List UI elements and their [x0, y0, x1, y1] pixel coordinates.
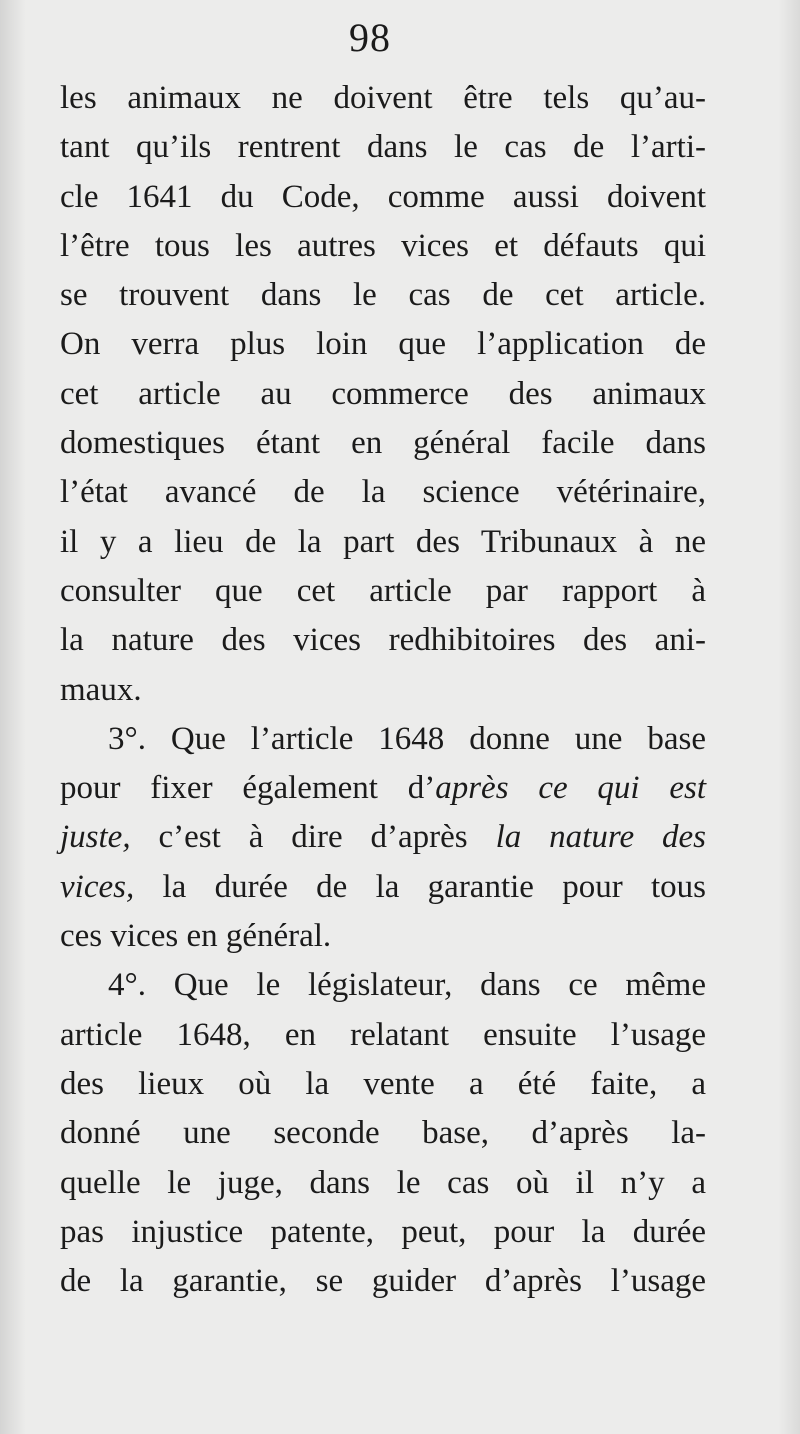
text-line: la nature des vices redhibitoires des ani- — [60, 622, 706, 659]
italic-text: vices, — [60, 868, 135, 905]
text-line: tant qu’ils rentrent dans le cas de l’arti- — [60, 129, 706, 166]
text-line: 3°. Que l’article 1648 donne une base — [108, 720, 706, 757]
text-line — [60, 863, 706, 912]
text-line: pas injustice patente, peut, pour la durée — [60, 1213, 706, 1250]
text-line: 4°. Que le législateur, dans ce même — [108, 967, 706, 1004]
text-line: quelle le juge, dans le cas où il n’y a — [60, 1164, 706, 1201]
text-line: ces vices en général. — [60, 918, 332, 955]
text-segment: la durée de la garantie pour tous — [134, 868, 706, 905]
text-segment: pour fixer également d’ — [60, 770, 436, 807]
text-line: cet article au commerce des animaux — [60, 375, 706, 412]
page-number: 98 — [349, 15, 391, 60]
text-segment: c’est à dire d’après — [130, 819, 496, 856]
italic-text: après ce qui est — [435, 770, 706, 807]
text-line: des lieux où la vente a été faite, a — [60, 1065, 706, 1102]
text-line: il y a lieu de la part des Tribunaux à ne — [60, 523, 706, 560]
italic-text: la nature des — [495, 819, 706, 856]
text-line — [60, 764, 706, 813]
text-line: se trouvent dans le cas de cet article. — [60, 277, 706, 314]
text-line: article 1648, en relatant ensuite l’usage — [60, 1016, 706, 1053]
text-line: domestiques étant en général facile dans — [60, 425, 706, 462]
text-line: On verra plus loin que l’application de — [60, 326, 706, 363]
text-line — [60, 813, 706, 862]
text-line: donné une seconde base, d’après la- — [60, 1115, 706, 1152]
text-line: maux. — [60, 671, 142, 708]
page-body-text — [60, 74, 706, 1306]
text-line: consulter que cet article par rapport à — [60, 572, 706, 609]
text-line: cle 1641 du Code, comme aussi doivent — [60, 178, 706, 215]
text-line: de la garantie, se guider d’après l’usage — [60, 1263, 706, 1300]
text-line: l’état avancé de la science vétérinaire, — [60, 474, 706, 511]
italic-text: juste, — [60, 819, 131, 856]
text-line: les animaux ne doivent être tels qu’au- — [60, 80, 706, 116]
text-line: l’être tous les autres vices et défauts qui — [60, 227, 706, 264]
